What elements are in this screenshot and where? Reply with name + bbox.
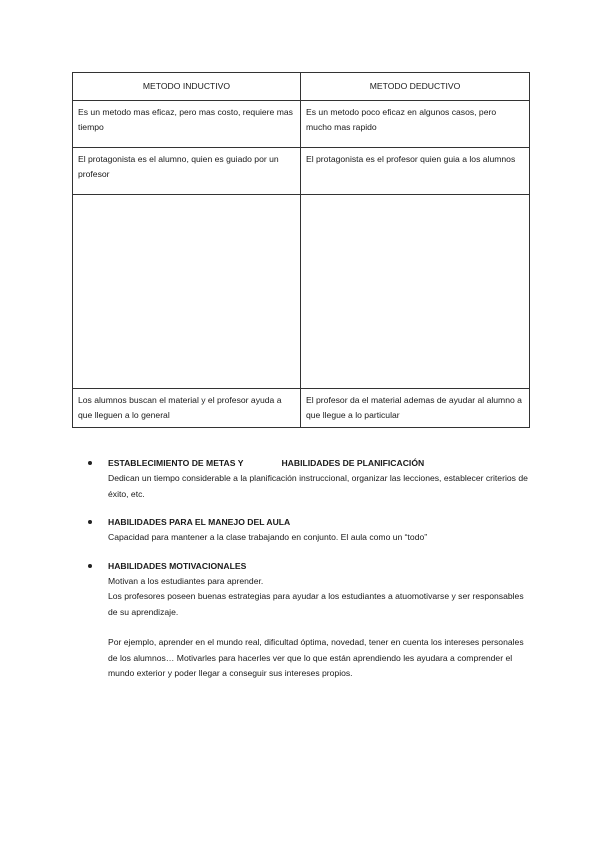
heading-part: ESTABLECIMIENTO DE METAS Y [108, 458, 244, 468]
methods-comparison-table [72, 72, 530, 428]
heading-part: HABILIDADES DE PLANIFICACIÓN [281, 458, 425, 468]
table-row-empty [73, 195, 530, 389]
bullet-icon [88, 461, 92, 465]
section-text: Motivan a los estudiantes para aprender. [108, 575, 264, 586]
table-cell-empty [73, 195, 301, 389]
table-cell-empty [301, 195, 530, 389]
header-inductive: METODO INDUCTIVO [73, 73, 301, 101]
section-text: Dedican un tiempo considerable a la planificación instruccional, organizar las lecciones, establecer criterios de éxito, etc. [108, 473, 528, 499]
table-row [73, 389, 530, 428]
bullet-icon [88, 564, 92, 568]
list-item [88, 456, 528, 502]
section-text: Capacidad para mantener a la clase trabajando en conjunto. El aula como un “todo” [108, 532, 428, 542]
section-heading: HABILIDADES MOTIVACIONALES [108, 560, 247, 571]
table-cell: Es un metodo mas eficaz, pero mas costo, requiere mas tiempo [73, 101, 301, 148]
table-row [73, 101, 530, 148]
list-item [88, 559, 528, 682]
table-row [73, 148, 530, 195]
table-cell: Los alumnos buscan el material y el profesor ayuda a que lleguen a lo general [73, 389, 301, 428]
section-heading: HABILIDADES PARA EL MANEJO DEL AULA [108, 517, 291, 527]
table-cell: El protagonista es el alumno, quien es guiado por un profesor [73, 148, 301, 195]
section-heading [108, 456, 528, 471]
list-item [88, 515, 528, 546]
section-text: Los profesores poseen buenas estrategias para ayudar a los estudiantes a atuomotivarse y ser responsables de su aprendizaje. [108, 591, 524, 617]
header-deductive: METODO DEDUCTIVO [301, 73, 530, 101]
skills-list [88, 456, 528, 695]
section-text: Por ejemplo, aprender en el mundo real, dificultad óptima, novedad, tener en cuenta los intereses personales de los alumnos… Motivarles para hacerles ver que lo que están aprendiendo les ayudara a comprender el mundo exterior y poder llegar a conseguir sus intereses propios. [108, 637, 524, 678]
table-cell: El profesor da el material ademas de ayudar al alumno a que llegue a lo particular [301, 389, 530, 428]
table-cell: Es un metodo poco eficaz en algunos casos, pero mucho mas rapido [301, 101, 530, 148]
table-header-row [73, 73, 530, 101]
table-cell: El protagonista es el profesor quien guia a los alumnos [301, 148, 530, 195]
bullet-icon [88, 520, 92, 524]
